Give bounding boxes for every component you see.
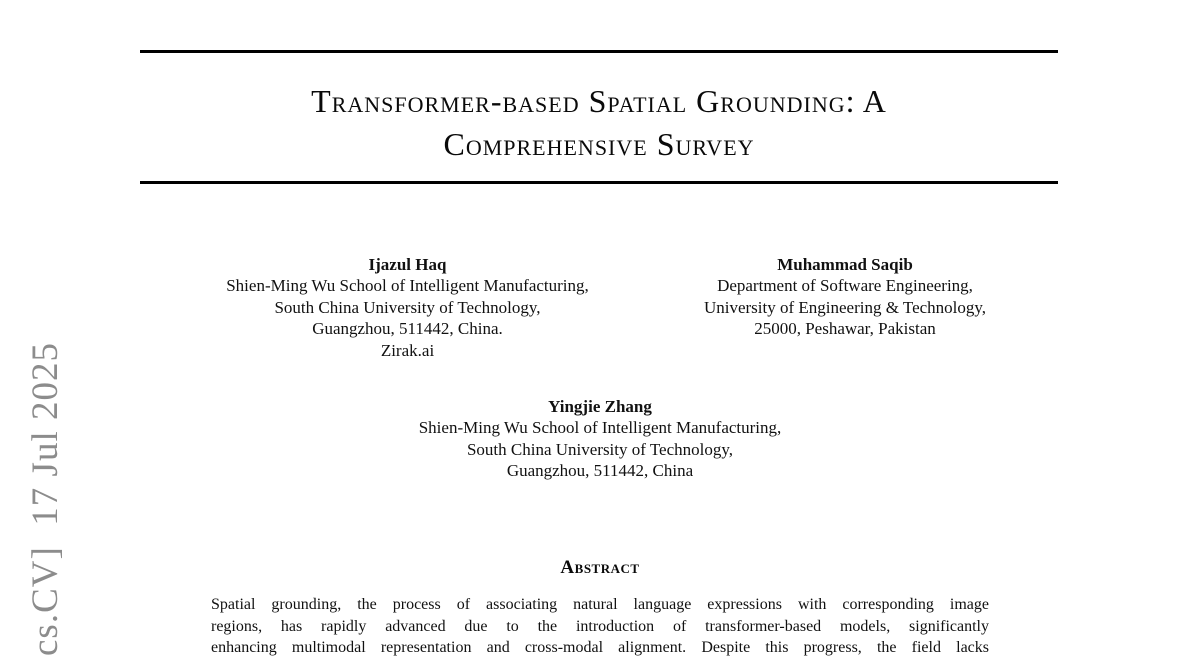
title-rule-top — [140, 50, 1058, 53]
abstract-line: regions, has rapidly advanced due to the introduction of transformer-based models, significantly — [211, 617, 989, 635]
author-name: Ijazul Haq — [368, 255, 447, 274]
author-name: Muhammad Saqib — [777, 255, 913, 274]
author-affiliation-line: University of Engineering & Technology, — [703, 297, 987, 317]
abstract-line: enhancing multimodal representation and cross-modal alignment. Despite this progress, the field lacks — [211, 639, 989, 656]
paper-title-line-2: Comprehensive Survey — [443, 126, 755, 162]
author-affiliation-line: South China University of Technology, — [466, 439, 734, 459]
abstract-text — [211, 594, 989, 659]
author-block-muhammad-saqib — [640, 254, 1050, 340]
abstract-line: Spatial grounding, the process of associating natural language expressions with corresponding image — [211, 596, 989, 613]
author-block-ijazul-haq — [155, 254, 660, 361]
abstract-heading: Abstract — [560, 557, 640, 578]
paper-title — [140, 80, 1058, 166]
author-name: Yingjie Zhang — [548, 397, 652, 416]
author-affiliation-line: South China University of Technology, — [274, 297, 541, 317]
author-affiliation-line: Shien-Ming Wu School of Intelligent Manufacturing, — [418, 418, 782, 438]
author-affiliation-line: Guangzhou, 511442, China. — [312, 319, 503, 339]
author-affiliation-line: Department of Software Engineering, — [717, 276, 973, 296]
author-affiliation-line: Zirak.ai — [380, 340, 435, 360]
author-block-yingjie-zhang — [141, 396, 1059, 482]
arxiv-stamp: cs.CV] 17 Jul 2025 — [25, 342, 66, 656]
author-affiliation-line: Shien-Ming Wu School of Intelligent Manufacturing, — [226, 276, 589, 296]
author-affiliation-line: Guangzhou, 511442, China — [506, 461, 694, 481]
title-rule-bottom — [140, 181, 1058, 184]
paper-title-line-1: Transformer-based Spatial Grounding: A — [311, 83, 887, 119]
author-affiliation-line: 25000, Peshawar, Pakistan — [754, 319, 936, 339]
